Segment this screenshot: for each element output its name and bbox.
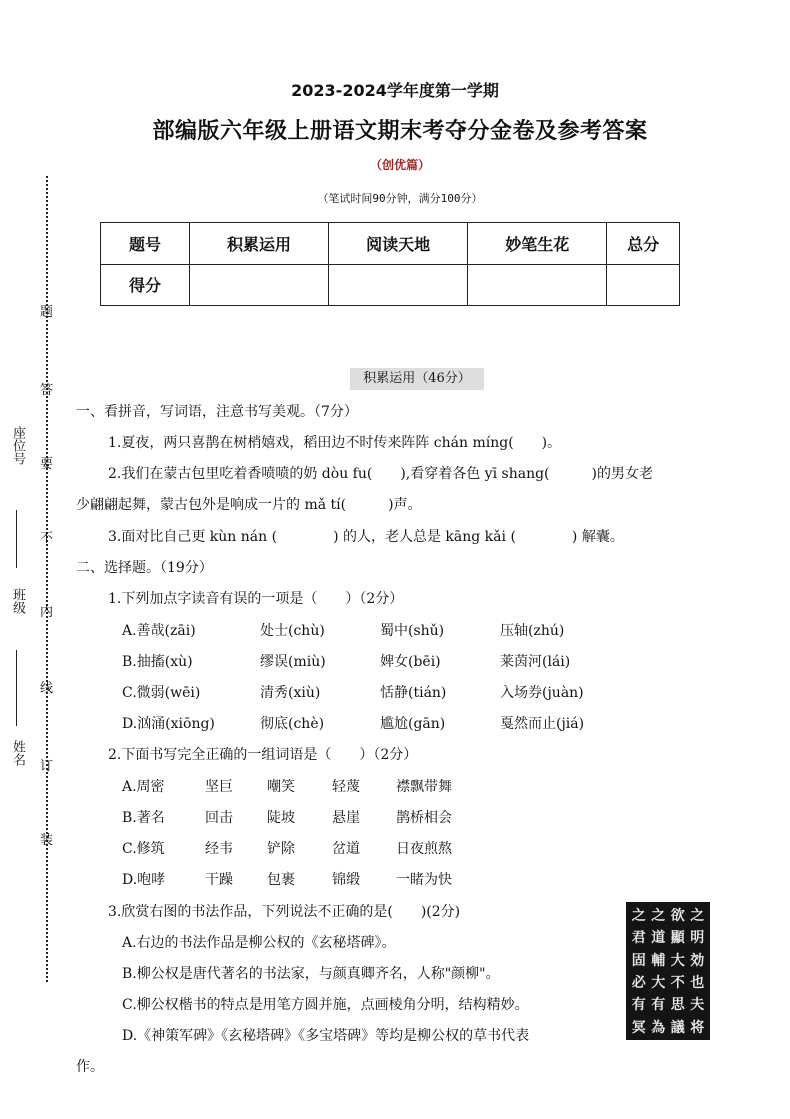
option-word: 缪误(miù) [260,654,326,670]
seat-number-label: 座位号 [10,426,25,465]
option-word: 清秀(xiù) [260,685,321,701]
calligraphy-glyph: 之 [631,908,646,925]
calligraphy-glyph: 道 [651,930,666,947]
score-table-score-row [101,264,680,306]
score-cell: 题号 [101,223,190,265]
option-word: 嘲笑 [267,779,295,795]
seal-char: 内 [40,605,54,620]
score-input-cell[interactable] [607,264,680,306]
option-a[interactable]: A.善哉(zāi) [122,623,196,639]
option-word: 一睹为快 [396,872,452,888]
question-heading: 一、看拼音，写词语，注意书写美观。（7分） [76,404,358,420]
score-input-cell[interactable] [190,264,329,306]
calligraphy-glyph: 夫 [690,997,705,1014]
exam-title: 部编版六年级上册语文期末考夺分金卷及参考答案 [152,119,648,144]
seal-char: 答 [40,383,54,398]
option-word: 锦缎 [332,872,360,888]
option-word: 尴尬(gān) [380,716,446,732]
calligraphy-glyph: 之 [690,908,705,925]
calligraphy-glyph: 必 [631,975,646,992]
seal-char: 题 [40,305,54,320]
question-stem: 2.下面书写完全正确的一组词语是（ ）（2分） [108,747,418,763]
option-d[interactable]: D.汹涌(xiōng) [122,716,215,732]
score-cell: 得分 [101,264,190,306]
option-word: 包裹 [267,872,295,888]
calligraphy-glyph: 輔 [651,952,666,969]
class-underline[interactable] [16,510,17,568]
calligraphy-glyph: 固 [631,952,646,969]
option-word: 莱茵河(lái) [500,654,571,670]
calligraphy-glyph: 冥 [631,1019,646,1036]
option-a[interactable]: A.右边的书法作品是柳公权的《玄秘塔碑》。 [122,935,396,951]
score-input-cell[interactable] [329,264,468,306]
calligraphy-glyph: 議 [670,1019,685,1036]
section-heading: 积累运用（46分） [350,368,484,390]
calligraphy-glyph: 為 [651,1019,666,1036]
seal-char: 线 [40,681,54,696]
question-line: 1.夏夜，两只喜鹊在树梢嬉戏，稻田边不时传来阵阵 chán míng( )。 [108,435,562,451]
seal-char: 装 [40,833,54,848]
exam-subtitle: （创优篇） [369,158,430,172]
option-word: 鹊桥相会 [396,810,452,826]
question-line: 2.我们在蒙古包里吃着香喷喷的奶 dòu fu( ),看穿着各色 yī shang( )的男女老 [108,466,653,482]
option-word: 悬崖 [332,810,360,826]
score-cell: 总分 [607,223,680,265]
score-input-cell[interactable] [468,264,607,306]
calligraphy-glyph: 也 [690,975,705,992]
calligraphy-glyph: 顯 [670,930,685,947]
option-word: 铲除 [267,841,295,857]
option-word: 彻底(chè) [260,716,325,732]
option-b[interactable]: B.著名 [122,810,165,826]
option-word: 经韦 [205,841,233,857]
question-stem: 3.欣赏右图的书法作品，下列说法不正确的是( )(2分) [108,904,461,920]
score-table-header-row [101,223,680,265]
option-c[interactable]: C.修筑 [122,841,165,857]
option-word: 干躁 [205,872,233,888]
calligraphy-glyph: 思 [670,997,685,1014]
score-table [100,222,680,306]
calligraphy-glyph: 之 [651,908,666,925]
seal-char: 要 [40,457,54,472]
calligraphy-glyph: 君 [631,930,646,947]
option-a[interactable]: A.周密 [122,779,165,795]
seal-char: 不 [40,531,54,546]
calligraphy-glyph: 有 [631,997,646,1014]
question-line: 少翩翩起舞，蒙古包外是响成一片的 mǎ tí( )声。 [76,497,422,513]
option-word: 陡坡 [267,810,295,826]
option-word: 日夜煎熬 [396,841,452,857]
option-b[interactable]: B.柳公权是唐代著名的书法家，与颜真卿齐名，人称"颜柳"。 [122,966,500,982]
name-underline[interactable] [16,650,17,726]
option-d[interactable]: D.《神策军碑》《玄秘塔碑》《多宝塔碑》等均是柳公权的草书代表 [122,1028,530,1044]
option-word: 回击 [205,810,233,826]
option-word: 婢女(bēi) [380,654,441,670]
question-stem: 1.下列加点字读音有误的一项是（ ）（2分） [108,591,404,607]
seal-char: 订 [40,759,54,774]
calligraphy-image [626,902,710,1040]
option-d[interactable]: D.咆哮 [122,872,166,888]
option-word: 襟飘带舞 [396,779,452,795]
option-c[interactable]: C.微弱(wēi) [122,685,201,701]
option-b[interactable]: B.抽搐(xù) [122,654,193,670]
option-word: 轻蔑 [332,779,360,795]
score-cell: 阅读天地 [329,223,468,265]
option-word: 蜀中(shǔ) [380,623,445,639]
question-heading: 二、选择题。（19分） [76,560,213,576]
calligraphy-glyph: 明 [690,930,705,947]
option-word: 坚巨 [205,779,233,795]
calligraphy-glyph: 大 [670,952,685,969]
score-cell: 妙笔生花 [468,223,607,265]
option-word: 入场券(juàn) [500,685,584,701]
question-line: 3.面对比自己更 kùn nán ( ) 的人，老人总是 kāng kǎi ( ) 解囊。 [108,529,624,545]
option-word: 处士(chù) [260,623,325,639]
option-word: 恬静(tián) [380,685,447,701]
option-d-continued: 作。 [76,1059,104,1075]
score-cell: 积累运用 [190,223,329,265]
binding-dotted-line [46,176,48,982]
calligraphy-glyph: 不 [670,975,685,992]
calligraphy-glyph: 有 [651,997,666,1014]
class-label: 班级 [10,588,25,614]
time-note: （笔试时间90分钟，满分100分） [317,192,483,205]
calligraphy-glyph: 大 [651,975,666,992]
calligraphy-glyph: 効 [690,952,705,969]
exam-year-title: 2023-2024学年度第一学期 [291,81,499,100]
name-label: 姓名 [10,740,25,766]
option-word: 压轴(zhú) [500,623,565,639]
option-word: 岔道 [332,841,360,857]
calligraphy-glyph: 将 [690,1019,705,1036]
calligraphy-glyph: 欲 [670,908,685,925]
option-c[interactable]: C.柳公权楷书的特点是用笔方圆并施，点画棱角分明，结构精妙。 [122,997,529,1013]
option-word: 戛然而止(jiá) [500,716,585,732]
